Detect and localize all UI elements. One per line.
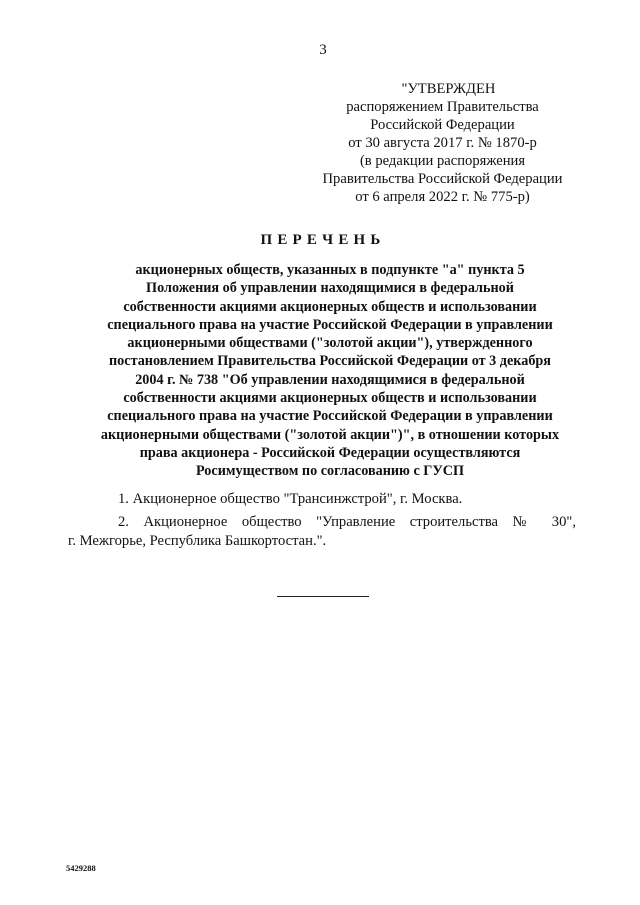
section-divider [277, 596, 369, 597]
subtitle-line: специального права на участие Российской Федерации в управлении [107, 408, 553, 425]
approval-line: Правительства Российской Федерации [322, 171, 563, 187]
approval-stamp [310, 80, 575, 206]
subtitle-line: собственности акциями акционерных обществ и использовании [123, 390, 537, 407]
document-title: ПЕРЕЧЕНЬ [260, 232, 386, 248]
document-subtitle [100, 261, 560, 481]
subtitle-line: акционерными обществами ("золотой акции"), утвержденного [127, 335, 533, 352]
approval-line: "УТВЕРЖДЕН [401, 81, 496, 97]
subtitle-line: акционерных обществ, указанных в подпункте "а" пункта 5 [135, 262, 525, 278]
document-code: 5429288 [66, 863, 96, 873]
subtitle-line: права акционера - Российской Федерации осуществляются [139, 444, 521, 461]
subtitle-line: специального права на участие Российской Федерации в управлении [107, 316, 553, 333]
approval-line: Российской Федерации [370, 117, 515, 133]
subtitle-line: Положения об управлении находящимися в федеральной [146, 280, 514, 297]
subtitle-line: Росимуществом по согласованию с ГУСП [195, 463, 465, 480]
list-item-text: 2. Акционерное общество "Управление строительства № 30", [118, 513, 576, 530]
list-item-text: 1. Акционерное общество "Трансинжстрой", г. Москва. [118, 491, 463, 507]
subtitle-line: собственности акциями акционерных обществ и использовании [123, 298, 537, 315]
list-item [68, 490, 576, 510]
list-item [68, 513, 576, 552]
subtitle-line: акционерными обществами ("золотой акции")", в отношении которых [100, 426, 560, 443]
approval-line: распоряжением Правительства [346, 99, 539, 115]
approval-line: (в редакции распоряжения [359, 153, 526, 169]
subtitle-line: 2004 г. № 738 "Об управлении находящимися в федеральной [135, 371, 525, 388]
list-item-text: г. Межгорье, Республика Башкортостан.". [68, 533, 327, 549]
subtitle-line: постановлением Правительства Российской Федерации от 3 декабря [109, 353, 551, 370]
company-list [68, 490, 576, 555]
approval-line: от 30 августа 2017 г. № 1870-р [348, 135, 537, 151]
page-number: 3 [319, 42, 327, 58]
approval-line: от 6 апреля 2022 г. № 775-р) [355, 189, 530, 205]
